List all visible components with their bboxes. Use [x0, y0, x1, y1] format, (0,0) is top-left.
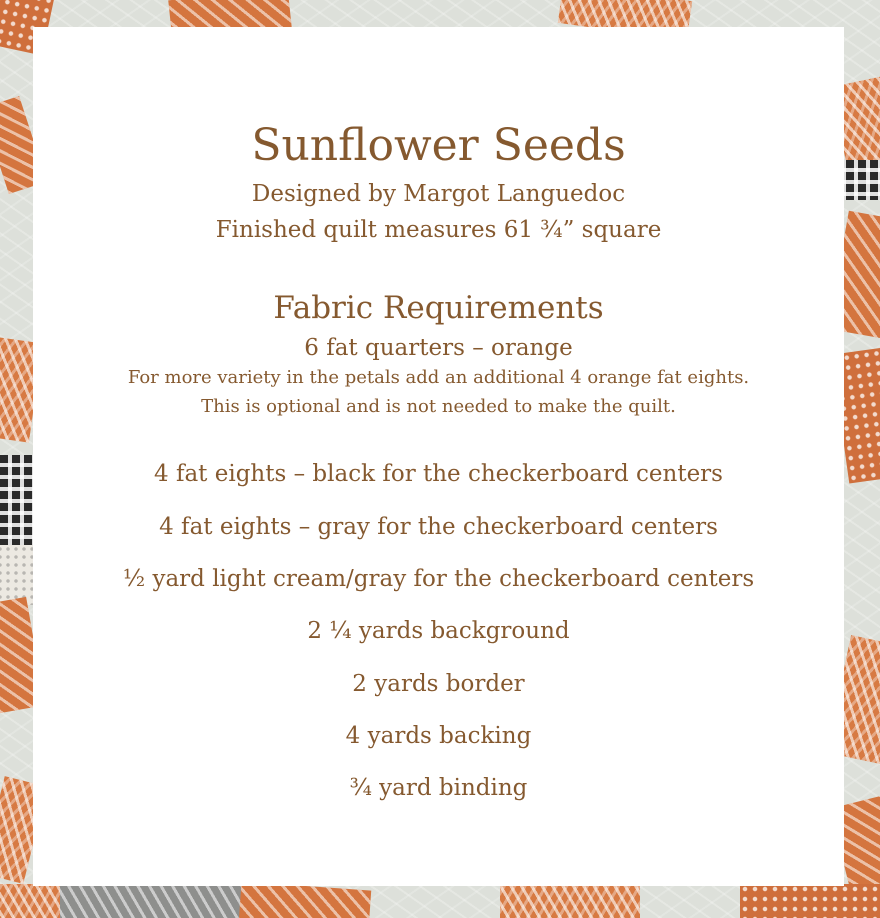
orange-patch — [239, 882, 371, 918]
requirement-item: 2 ¼ yards background — [307, 618, 570, 644]
cream-patch — [0, 545, 34, 605]
black-patch — [842, 160, 880, 200]
section-title: Fabric Requirements — [273, 290, 604, 326]
requirement-item: ½ yard light cream/gray for the checkerboard centers — [122, 566, 755, 592]
optional-note: For more variety in the petals add an additional 4 orange fat eights. — [127, 367, 750, 388]
requirement-item: 4 fat eights – gray for the checkerboard centers — [159, 514, 718, 540]
designer-credit: Designed by Margot Languedoc — [251, 181, 626, 207]
requirement-item: ¾ yard binding — [349, 775, 528, 801]
pattern-title: Sunflower Seeds — [251, 120, 626, 171]
orange-patch — [740, 884, 880, 918]
optional-note: This is optional and is not needed to make the quilt. — [201, 396, 676, 417]
requirement-item: 4 fat eights – black for the checkerboard centers — [154, 461, 723, 487]
requirement-item: 2 yards border — [352, 671, 525, 697]
finished-size: Finished quilt measures 61 ¾” square — [215, 217, 662, 243]
pattern-info-card — [33, 27, 844, 886]
requirement-item: 4 yards backing — [345, 723, 532, 749]
black-patch — [0, 455, 36, 545]
orange-patch — [500, 884, 640, 918]
primary-requirement: 6 fat quarters – orange — [304, 335, 573, 361]
